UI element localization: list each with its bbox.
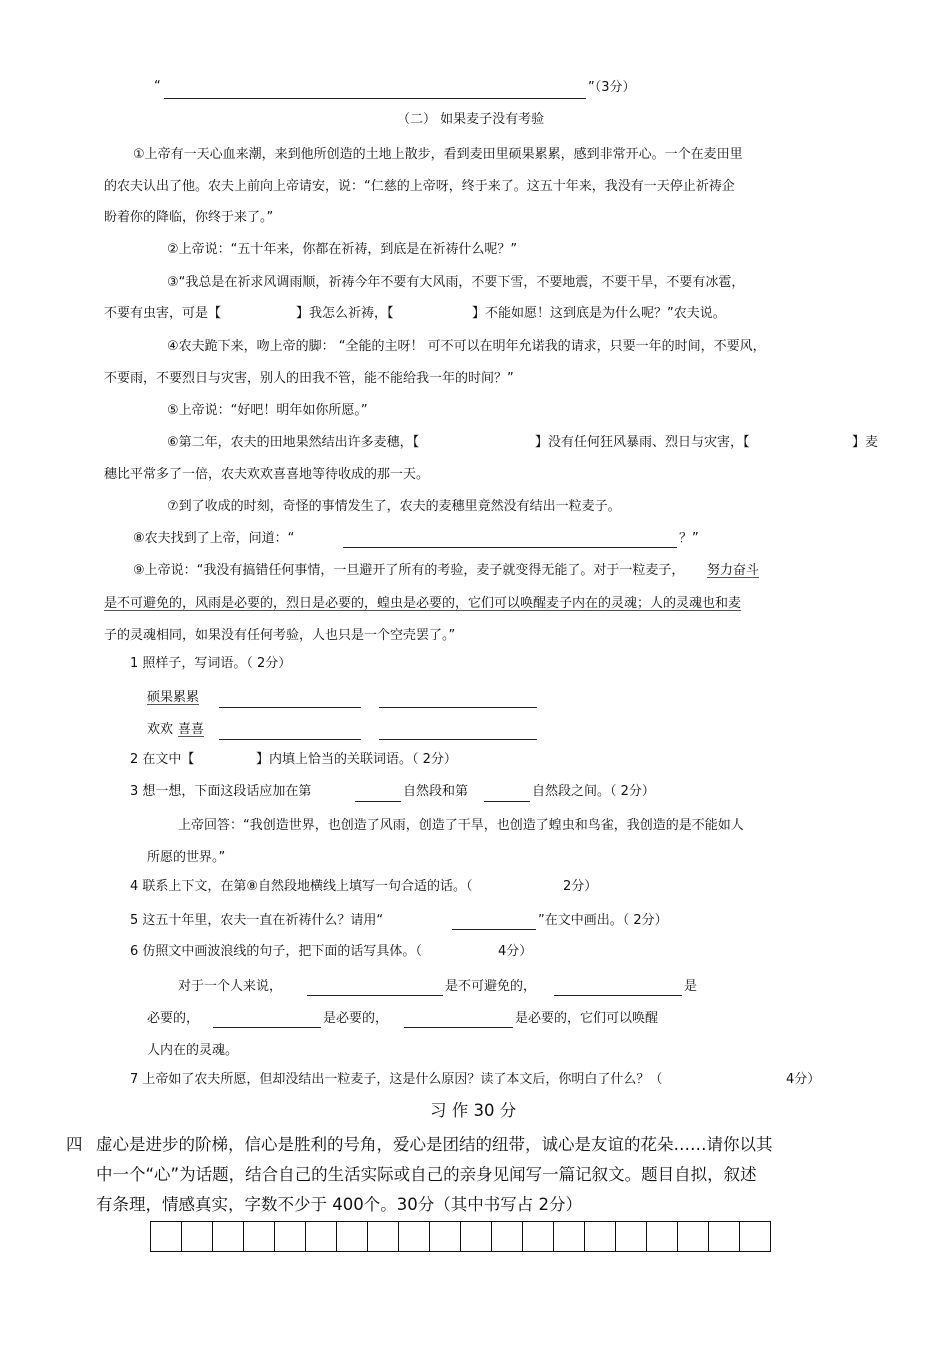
writing-grid-cell[interactable] [616,1221,647,1252]
wavy-underlined-text: 努力奋斗 [707,563,760,578]
paragraph-8-blank[interactable] [343,546,677,548]
question-3-b: 自然段和第 [403,784,469,799]
writing-grid-cell[interactable] [213,1221,244,1252]
composition-number: 四 [66,1135,83,1154]
paragraph-2: ②上帝说：“五十年来，你都在祈祷，到底是在祈祷什么呢？” [167,242,518,257]
question-6-blank-2[interactable] [554,994,682,996]
composition-prompt-line-1: 虚心是进步的阶梯，信心是胜利的号角，爱心是团结的纽带，诚心是友谊的花朵……请你以其 [96,1135,773,1154]
paragraph-1-line-1: ①上帝有一天心血来潮，来到他所创造的土地上散步，看到麦田里硕果累累，感到非常开心。一个在麦田里 [133,147,743,162]
answer-blank[interactable] [164,97,586,99]
passage-title: （二） 如果麦子没有考验 [397,112,545,127]
paragraph-4-line-2: 不要雨，不要烈日与灾害，别人的田我不管，能不能给我一年的时间？” [104,371,514,386]
question-6-blank-3[interactable] [213,1026,321,1028]
paragraph-4-line-1: ④农夫跪下来，吻上帝的脚： “全能的主呀！ 可不可以在明年允诺我的请求，只要一年的时间，不要风， [167,339,766,354]
writing-grid-cell[interactable] [337,1221,368,1252]
paragraph-6-line-1-a: ⑥第二年，农夫的田地果然结出许多麦穗，【 [167,435,420,450]
wavy-underlined-sentence: 是不可避免的，风雨是必要的，烈日是必要的，蝗虫是必要的，它们可以唤醒麦子内在的灵魂；人的灵魂也和麦 [104,596,742,611]
writing-grid-cell[interactable] [554,1221,585,1252]
writing-grid-cell[interactable] [585,1221,616,1252]
question-3-c: 自然段之间。（ 2分） [532,784,655,799]
question-6-blank-1[interactable] [307,994,443,996]
writing-grid-cell[interactable] [399,1221,430,1252]
paragraph-9-line-1-a: ⑨上帝说：“我没有搞错任何事情，一旦避开了所有的考验，麦子就变得无能了。对于一粒麦子， [133,563,685,578]
question-5-a: 5 这五十年里，农夫一直在祈祷什么？请用“ [130,913,384,928]
writing-grid-cell[interactable] [430,1221,461,1252]
question-1-example-2-b: 喜喜 [178,722,205,737]
writing-grid-cell[interactable] [244,1221,275,1252]
question-1-blank-4[interactable] [379,738,537,740]
question-1-example-1: 硕果累累 [147,690,200,705]
writing-grid-cell[interactable] [678,1221,709,1252]
question-6-blank-4[interactable] [404,1026,513,1028]
writing-grid-cell[interactable] [275,1221,306,1252]
paragraph-8-b: ？” [679,531,699,546]
composition-prompt-line-2: 中一个“心”为话题，结合自己的生活实际或自己的亲身见闻写一篇记叙文。题目自拟，叙述 [96,1165,757,1184]
paragraph-3-line-2-a: 不要有虫害，可是【 [104,306,222,321]
paragraph-1-line-3: 盼着你的降临，你终于来了。” [104,210,274,225]
writing-grid-cell[interactable] [151,1221,182,1252]
paragraph-8-a: ⑧农夫找到了上帝，问道：“ [133,531,295,546]
question-6-line-1-c: 是 [684,979,698,994]
question-3-quote-line-1: 上帝回答：“我创造世界，也创造了风雨，创造了干旱，也创造了蝗虫和鸟雀，我创造的是不能如人 [178,818,744,833]
question-6-line-2-a: 必要的， [147,1011,200,1026]
writing-grid-cell[interactable] [368,1221,399,1252]
question-7-a: 7 上帝如了农夫所愿，但却没结出一粒麦子，这是什么原因？读了本文后，你明白了什么？（ [130,1072,663,1087]
paragraph-9-line-3: 子的灵魂相同，如果没有任何考验，人也只是一个空壳罢了。” [104,628,456,643]
question-1: 1 照样子，写词语。（ 2分） [130,656,292,671]
question-3-quote-line-2: 所愿的世界。” [147,850,226,865]
question-3-blank-1[interactable] [355,800,401,802]
paragraph-3-line-1: ③“我总是在祈求风调雨顺，祈祷今年不要有大风雨，不要下雪，不要地震，不要干旱，不要有冰雹， [167,275,745,290]
question-2-b: 】内填上恰当的关联词语。（ 2分） [256,752,457,767]
question-2-a: 2 在文中【 [130,752,195,767]
writing-grid-cell[interactable] [306,1221,337,1252]
question-4-b: 2分） [563,879,598,894]
paragraph-6-line-1-c: 】麦 [852,435,879,450]
writing-grid-cell[interactable] [647,1221,678,1252]
writing-grid-cell[interactable] [523,1221,554,1252]
question-7-b: 4分） [786,1072,821,1087]
writing-grid-cell[interactable] [709,1221,740,1252]
paragraph-3-line-2-c: 】不能如愿！这到底是为什么呢？”农夫说。 [472,306,726,321]
question-6-b: 4分） [498,944,533,959]
question-3-blank-2[interactable] [484,800,530,802]
quote-close-score: ”（3分） [588,80,636,95]
question-6-line-2-b: 是必要的， [323,1011,389,1026]
paragraph-6-line-2: 穗比平常多了一倍，农夫欢欢喜喜地等待收成的那一天。 [104,467,430,482]
paragraph-7: ⑦到了收成的时刻，奇怪的事情发生了，农夫的麦穗里竟然没有结出一粒麦子。 [167,499,621,514]
question-1-example-2-a: 欢欢 [147,722,174,737]
writing-grid-cell[interactable] [492,1221,523,1252]
paragraph-3-line-2-b: 】我怎么祈祷，【 [296,306,394,321]
question-6-line-3: 人内在的灵魂。 [147,1043,239,1058]
question-3-a: 3 想一想，下面这段话应加在第 [130,784,312,799]
question-4-a: 4 联系上下文，在第⑧自然段地横线上填写一句合适的话。（ [130,879,473,894]
writing-grid-cell[interactable] [182,1221,213,1252]
question-1-blank-3[interactable] [219,738,361,740]
writing-grid[interactable] [150,1221,771,1252]
question-1-blank-2[interactable] [379,706,537,708]
writing-grid-cell[interactable] [461,1221,492,1252]
question-5-blank[interactable] [452,928,536,930]
question-6-a: 6 仿照文中画波浪线的句子，把下面的话写具体。（ [130,944,422,959]
writing-grid-cell[interactable] [740,1221,771,1252]
paragraph-1-line-2: 的农夫认出了他。农夫上前向上帝请安，说：“仁慈的上帝呀，终于来了。这五十年来，我没有一天停止祈祷企 [104,179,735,194]
question-1-blank-1[interactable] [219,706,361,708]
question-6-line-1-b: 是不可避免的， [445,979,537,994]
question-6-line-2-c: 是必要的，它们可以唤醒 [515,1011,659,1026]
question-6-line-1-a: 对于一个人来说， [178,979,283,994]
quote-open: “ [154,79,161,94]
paragraph-5: ⑤上帝说：“好吧！明年如你所愿。” [167,403,368,418]
question-5-b: ”在文中画出。（ 2分） [538,913,668,928]
composition-heading: 习 作 30 分 [430,1101,517,1120]
paragraph-6-line-1-b: 】没有任何狂风暴雨、烈日与灾害，【 [535,435,750,450]
composition-prompt-line-3: 有条理，情感真实，字数不少于 400个。30分（其中书写占 2分） [96,1195,582,1214]
